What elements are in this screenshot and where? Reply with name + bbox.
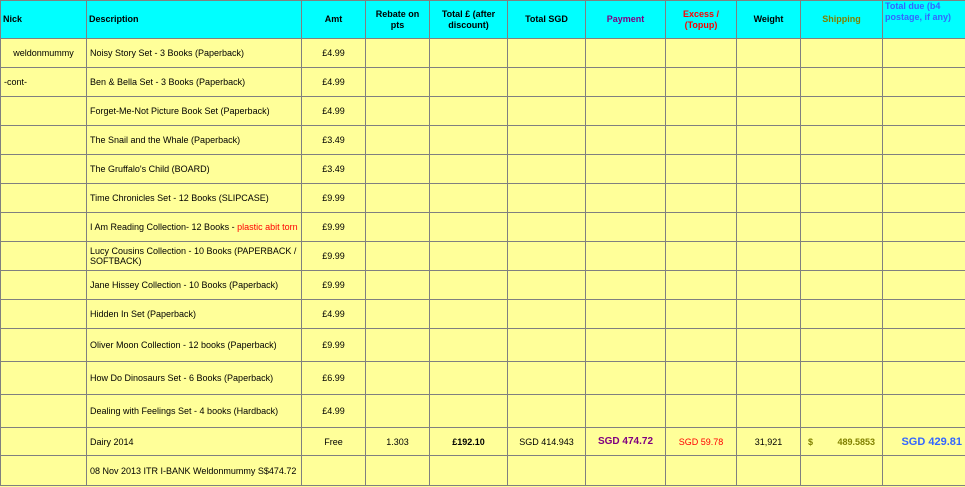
cell-empty[interactable] xyxy=(737,362,801,395)
cell-empty[interactable] xyxy=(666,39,737,68)
cell-empty[interactable] xyxy=(508,68,586,97)
cell-empty[interactable] xyxy=(586,213,666,242)
cell-description[interactable]: Oliver Moon Collection - 12 books (Paperback) xyxy=(87,329,302,362)
cell-empty[interactable] xyxy=(366,126,430,155)
cell-empty[interactable] xyxy=(883,184,965,213)
cell-nick[interactable]: -cont- xyxy=(1,68,87,97)
cell-empty[interactable] xyxy=(883,39,965,68)
summary-total-due[interactable]: SGD 429.81 xyxy=(883,428,965,456)
cell-empty[interactable] xyxy=(666,362,737,395)
cell-description[interactable]: Forget-Me-Not Picture Book Set (Paperback) xyxy=(87,97,302,126)
table-row xyxy=(1,39,965,68)
cell-empty[interactable] xyxy=(666,456,737,486)
cell-empty[interactable] xyxy=(737,329,801,362)
dollar-symbol: $ xyxy=(808,436,814,447)
cell-nick[interactable] xyxy=(1,97,87,126)
cell-empty[interactable] xyxy=(430,300,508,329)
cell-empty[interactable] xyxy=(883,300,965,329)
cell-amt[interactable]: £6.99 xyxy=(302,362,366,395)
cell-description[interactable]: Ben & Bella Set - 3 Books (Paperback) xyxy=(87,68,302,97)
summary-amt[interactable]: Free xyxy=(302,428,366,456)
cell-empty[interactable] xyxy=(737,395,801,428)
cell-empty[interactable] xyxy=(586,300,666,329)
cell-empty[interactable] xyxy=(430,271,508,300)
cell-empty[interactable] xyxy=(666,395,737,428)
cell-nick[interactable] xyxy=(1,242,87,271)
cell-empty[interactable] xyxy=(366,271,430,300)
cell-empty[interactable] xyxy=(666,271,737,300)
cell-amt[interactable]: £9.99 xyxy=(302,213,366,242)
cell-description[interactable]: Hidden In Set (Paperback) xyxy=(87,300,302,329)
cell-empty[interactable] xyxy=(586,271,666,300)
cell-description[interactable]: Lucy Cousins Collection - 10 Books (PAPERBACK / SOFTBACK) xyxy=(87,242,302,271)
cell-empty[interactable] xyxy=(430,456,508,486)
cell-description[interactable]: Noisy Story Set - 3 Books (Paperback) xyxy=(87,39,302,68)
cell-empty[interactable] xyxy=(737,271,801,300)
cell-nick[interactable] xyxy=(1,456,87,486)
cell-empty[interactable] xyxy=(430,395,508,428)
cell-empty[interactable] xyxy=(508,97,586,126)
cell-amt[interactable]: £4.99 xyxy=(302,300,366,329)
cell-empty[interactable] xyxy=(430,242,508,271)
cell-amt[interactable]: £9.99 xyxy=(302,242,366,271)
header-amt[interactable]: Amt xyxy=(302,1,366,39)
summary-shipping[interactable] xyxy=(801,428,883,456)
cell-empty[interactable] xyxy=(586,184,666,213)
cell-empty[interactable] xyxy=(737,242,801,271)
cell-description[interactable] xyxy=(87,213,302,242)
cell-empty[interactable] xyxy=(666,213,737,242)
header-total-gbp[interactable]: Total £ (after discount) xyxy=(430,1,508,39)
table-row xyxy=(1,97,965,126)
cell-empty[interactable] xyxy=(366,213,430,242)
shipping-wrap xyxy=(804,437,879,447)
cell-empty[interactable] xyxy=(883,97,965,126)
cell-empty[interactable] xyxy=(366,155,430,184)
cell-empty[interactable] xyxy=(801,213,883,242)
cell-amt[interactable]: £4.99 xyxy=(302,39,366,68)
cell-description[interactable]: Time Chronicles Set - 12 Books (SLIPCASE) xyxy=(87,184,302,213)
cell-empty[interactable] xyxy=(508,126,586,155)
cell-empty[interactable] xyxy=(883,395,965,428)
cell-empty[interactable] xyxy=(508,242,586,271)
summary-total-gbp[interactable]: £192.10 xyxy=(430,428,508,456)
shipping-value: 489.5853 xyxy=(837,436,875,447)
cell-empty[interactable] xyxy=(801,155,883,184)
cell-empty[interactable] xyxy=(737,213,801,242)
header-rebate[interactable]: Rebate on pts xyxy=(366,1,430,39)
cell-nick[interactable]: weldonmummy xyxy=(1,39,87,68)
cell-empty[interactable] xyxy=(666,242,737,271)
cell-nick[interactable] xyxy=(1,428,87,456)
cell-nick[interactable] xyxy=(1,213,87,242)
cell-nick[interactable] xyxy=(1,184,87,213)
cell-empty[interactable] xyxy=(508,271,586,300)
cell-empty[interactable] xyxy=(666,155,737,184)
cell-empty[interactable] xyxy=(666,68,737,97)
cell-empty[interactable] xyxy=(586,97,666,126)
cell-empty[interactable] xyxy=(737,456,801,486)
summary-payment[interactable]: SGD 474.72 xyxy=(586,428,666,456)
summary-total-sgd[interactable]: SGD 414.943 xyxy=(508,428,586,456)
cell-empty[interactable] xyxy=(801,329,883,362)
cell-empty[interactable] xyxy=(586,456,666,486)
table-row xyxy=(1,155,965,184)
cell-empty[interactable] xyxy=(883,155,965,184)
cell-empty[interactable] xyxy=(586,39,666,68)
cell-description[interactable]: The Gruffalo's Child (BOARD) xyxy=(87,155,302,184)
cell-empty[interactable] xyxy=(801,184,883,213)
cell-empty[interactable] xyxy=(801,242,883,271)
cell-amt[interactable]: £3.49 xyxy=(302,126,366,155)
cell-empty[interactable] xyxy=(508,456,586,486)
cell-empty[interactable] xyxy=(586,329,666,362)
cell-empty[interactable] xyxy=(737,39,801,68)
cell-empty[interactable] xyxy=(883,126,965,155)
cell-empty[interactable] xyxy=(666,126,737,155)
cell-empty[interactable] xyxy=(586,68,666,97)
cell-nick[interactable] xyxy=(1,271,87,300)
cell-empty[interactable] xyxy=(508,300,586,329)
cell-empty[interactable] xyxy=(430,39,508,68)
header-row xyxy=(1,1,965,39)
header-weight[interactable]: Weight xyxy=(737,1,801,39)
cell-empty[interactable] xyxy=(366,329,430,362)
cell-empty[interactable] xyxy=(366,39,430,68)
cell-empty[interactable] xyxy=(586,126,666,155)
cell-empty[interactable] xyxy=(801,68,883,97)
cell-empty[interactable] xyxy=(366,300,430,329)
table-row xyxy=(1,184,965,213)
summary-weight[interactable]: 31,921 xyxy=(737,428,801,456)
header-nick[interactable]: Nick xyxy=(1,1,87,39)
cell-empty[interactable] xyxy=(883,362,965,395)
cell-empty[interactable] xyxy=(801,271,883,300)
cell-amt[interactable]: £4.99 xyxy=(302,395,366,428)
cell-empty[interactable] xyxy=(366,395,430,428)
cell-empty[interactable] xyxy=(801,300,883,329)
cell-empty[interactable] xyxy=(737,126,801,155)
cell-empty[interactable] xyxy=(586,155,666,184)
cell-nick[interactable] xyxy=(1,300,87,329)
cell-nick[interactable] xyxy=(1,395,87,428)
footer-description[interactable]: 08 Nov 2013 ITR I-BANK Weldonmummy S$474.72 xyxy=(87,456,302,486)
cell-empty[interactable] xyxy=(737,300,801,329)
header-shipping[interactable]: Shipping xyxy=(801,1,883,39)
cell-empty[interactable] xyxy=(508,329,586,362)
cell-empty[interactable] xyxy=(366,68,430,97)
cell-empty[interactable] xyxy=(508,213,586,242)
cell-amt[interactable]: £9.99 xyxy=(302,184,366,213)
cell-empty[interactable] xyxy=(883,242,965,271)
cell-empty[interactable] xyxy=(666,329,737,362)
cell-empty[interactable] xyxy=(430,97,508,126)
cell-description[interactable]: Dealing with Feelings Set - 4 books (Hardback) xyxy=(87,395,302,428)
table-row xyxy=(1,242,965,271)
cell-amt[interactable]: £4.99 xyxy=(302,68,366,97)
cell-empty[interactable] xyxy=(801,395,883,428)
cell-empty[interactable] xyxy=(801,97,883,126)
cell-empty[interactable] xyxy=(586,395,666,428)
cell-empty[interactable] xyxy=(366,97,430,126)
cell-empty[interactable] xyxy=(801,126,883,155)
cell-empty[interactable] xyxy=(883,271,965,300)
cell-description[interactable]: Jane Hissey Collection - 10 Books (Paperback) xyxy=(87,271,302,300)
summary-description[interactable]: Dairy 2014 xyxy=(87,428,302,456)
table-row xyxy=(1,300,965,329)
cell-empty[interactable] xyxy=(366,456,430,486)
cell-nick[interactable] xyxy=(1,155,87,184)
cell-amt[interactable]: £9.99 xyxy=(302,271,366,300)
cell-empty[interactable] xyxy=(737,97,801,126)
cell-nick[interactable] xyxy=(1,126,87,155)
cell-empty[interactable] xyxy=(586,362,666,395)
cell-description[interactable]: How Do Dinosaurs Set - 6 Books (Paperback) xyxy=(87,362,302,395)
cell-empty[interactable] xyxy=(430,155,508,184)
cell-nick[interactable] xyxy=(1,329,87,362)
header-excess[interactable]: Excess / (Topup) xyxy=(666,1,737,39)
cell-empty[interactable] xyxy=(737,155,801,184)
cell-empty[interactable] xyxy=(302,456,366,486)
table-row xyxy=(1,68,965,97)
cell-empty[interactable] xyxy=(666,97,737,126)
cell-nick[interactable] xyxy=(1,362,87,395)
cell-empty[interactable] xyxy=(508,155,586,184)
table-row xyxy=(1,362,965,395)
table-row xyxy=(1,271,965,300)
cell-empty[interactable] xyxy=(430,362,508,395)
cell-empty[interactable] xyxy=(508,362,586,395)
cell-empty[interactable] xyxy=(737,68,801,97)
cell-empty[interactable] xyxy=(430,126,508,155)
table-row xyxy=(1,329,965,362)
cell-empty[interactable] xyxy=(508,184,586,213)
header-payment[interactable]: Payment xyxy=(586,1,666,39)
cell-empty[interactable] xyxy=(883,213,965,242)
cell-empty[interactable] xyxy=(666,300,737,329)
summary-row xyxy=(1,428,965,456)
table-row xyxy=(1,395,965,428)
cell-empty[interactable] xyxy=(430,184,508,213)
table-row xyxy=(1,213,965,242)
cell-empty[interactable] xyxy=(666,184,737,213)
cell-empty[interactable] xyxy=(430,329,508,362)
cell-empty[interactable] xyxy=(883,456,965,486)
cell-empty[interactable] xyxy=(801,456,883,486)
cell-empty[interactable] xyxy=(508,39,586,68)
cell-amt[interactable]: £3.49 xyxy=(302,155,366,184)
header-description[interactable]: Description xyxy=(87,1,302,39)
cell-empty[interactable] xyxy=(430,213,508,242)
description-text: I Am Reading Collection- 12 Books - xyxy=(90,222,238,232)
description-note: plastic abit torn xyxy=(237,222,298,232)
summary-rebate[interactable]: 1.303 xyxy=(366,428,430,456)
header-total-due[interactable]: Total due (b4 postage, if any) xyxy=(883,1,965,39)
cell-empty[interactable] xyxy=(737,184,801,213)
cell-empty[interactable] xyxy=(586,242,666,271)
summary-excess[interactable]: SGD 59.78 xyxy=(666,428,737,456)
cell-empty[interactable] xyxy=(801,39,883,68)
cell-empty[interactable] xyxy=(430,68,508,97)
cell-empty[interactable] xyxy=(883,68,965,97)
cell-description[interactable]: The Snail and the Whale (Paperback) xyxy=(87,126,302,155)
cell-amt[interactable]: £9.99 xyxy=(302,329,366,362)
footer-row xyxy=(1,456,965,486)
cell-amt[interactable]: £4.99 xyxy=(302,97,366,126)
header-total-sgd[interactable]: Total SGD xyxy=(508,1,586,39)
cell-empty[interactable] xyxy=(883,329,965,362)
cell-empty[interactable] xyxy=(801,362,883,395)
cell-empty[interactable] xyxy=(508,395,586,428)
table-row xyxy=(1,126,965,155)
cell-empty[interactable] xyxy=(366,184,430,213)
cell-empty[interactable] xyxy=(366,242,430,271)
cell-empty[interactable] xyxy=(366,362,430,395)
